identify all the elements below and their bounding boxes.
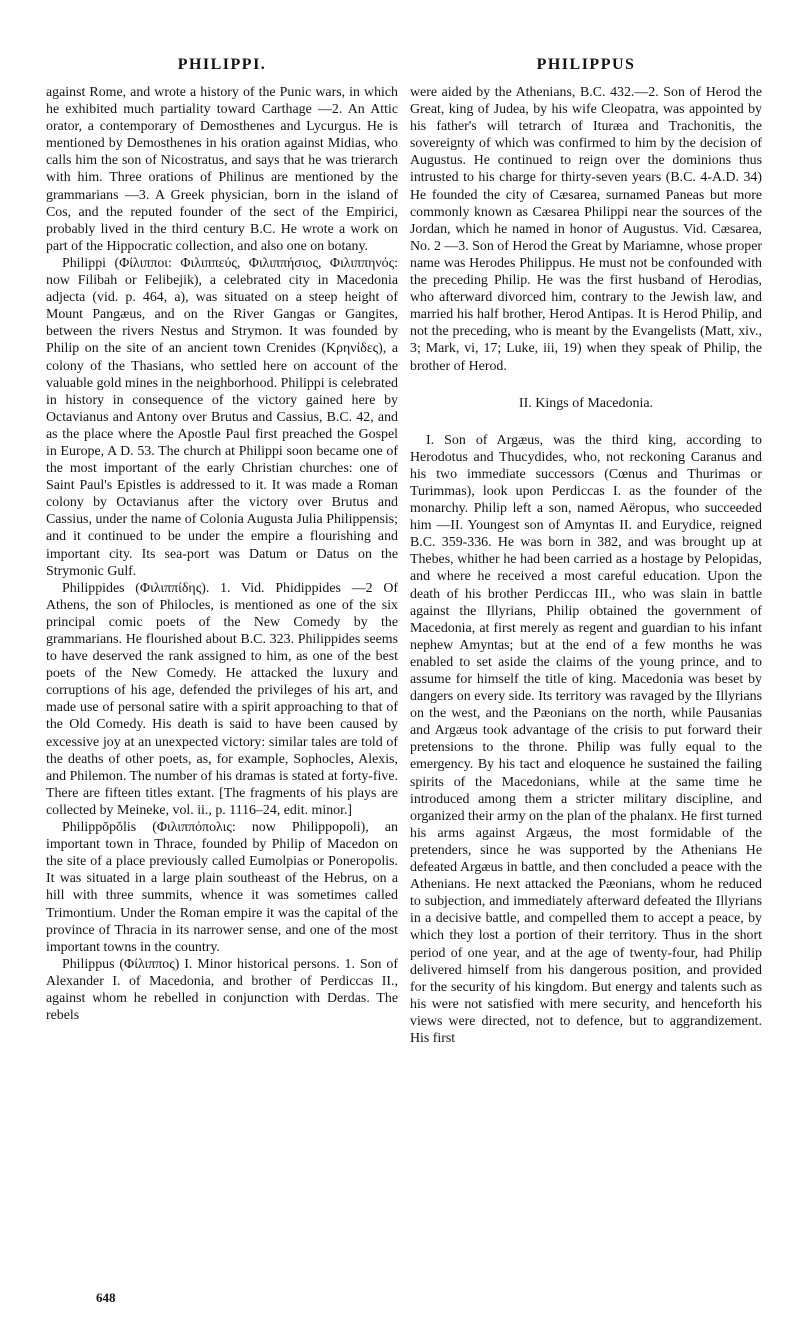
left-column	[46, 84, 398, 1289]
right-column	[410, 84, 762, 1289]
paragraph-philippus-continued: were aided by the Athenians, B.C. 432.—2. Son of Herod the Great, king of Judea, by his wife Cleopatra, was appointed by his father's will tetrarch of Ituræa and Trachonitis, the sovereignty of which was confirmed to him by the decision of Augustus. He continued to reign over the dominions thus intrusted to his charge for thirty-seven years (B.C. 4-A.D. 34) He founded the city of Cæsarea, surnamed Paneas but more commonly known as Cæsarea Philippi near the sources of the Jordan, which he named in honor of Augustus. Vid. Cæsarea, No. 2 —3. Son of Herod the Great by Mariamne, whose proper name was Herodes Philippus. He must not be confounded with the preceding Philip. He was the first husband of Herodias, who afterward divorced him, contrary to the Jewish law, and married his half brother, Herod Antipas. It is Herod Philip, and not the preceding, who is meant by the Evangelists (Matt, xiv., 3; Mark, vi, 17; Luke, iii, 19) when they speak of Philip, the brother of Herod.	[410, 85, 762, 374]
running-head-left: PHILIPPI.	[177, 56, 267, 73]
entry-philippopolis: Philippŏpŏlis (Φιλιππόπολις: now Philippopoli), an important town in Thrace, founded by Philip of Macedon on the site of a place previously called Eumolpias or Poneropolis. It was situated in a large plain southeast of the Hebrus, on a hill with three summits, whence it was sometimes called Trimontium. Under the Roman empire it was the capital of the province of Thracia in its narrower sense, and one of the most important towns in the country.	[46, 820, 398, 955]
section-heading: II. Kings of Macedonia.	[518, 395, 654, 411]
page-number: 648	[96, 1290, 116, 1305]
entry-philippi: Philippi (Φίλιπποι: Φιλιππεύς, Φιλιππήσιος, Φιλιππηνός: now Filibah or Felibejik), a celebrated city in Macedonia adjecta (vid. p. 464, a), was situated on a steep height of Mount Pangæus, and on the River Gangas or Gangites, between the rivers Nestus and Strymon. It was founded by Philip on the site of an ancient town Crenides (Κρηνίδες), a colony of the Thasians, who settled here on account of the valuable gold mines in the neighborhood. Philippi is celebrated in history in consequence of the victory gained here by Octavianus and Antony over Brutus and Cassius, B.C. 42, and as the place where the Apostle Paul first preached the Gospel in Europe, A D. 53. The church at Philippi soon became one of the most important of the early Christian churches: one of Saint Paul's Epistles is addressed to it. It was made a Roman colony by Octavianus after the victory over Brutus and Cassius, under the name of Colonia Augusta Julia Philippensis; and it continued to be under the empire a flourishing and important city. Its sea-port was Datum or Datus on the Strymonic Gulf.	[46, 255, 398, 579]
entry-philippides: Philippides (Φιλιππίδης). 1. Vid. Phidippides —2 Of Athens, the son of Philocles, is mentioned as one of the six principal comic poets of the New Comedy by the grammarians. He flourished about B.C. 323. Philippides seems to have deserved the rank assigned to him, as one of the best poets of the New Comedy. He attacked the luxury and corruptions of his age, defended the privileges of his art, and made use of personal satire with a spirit approaching to that of the Old Comedy. His death is said to have been caused by excessive joy at an unexpected victory: similar tales are told of the deaths of other poets, as, for example, Sophocles, Alexis, and Philemon. The number of his dramas is stated at forty-five. There are fifteen titles extant. [The fragments of his plays are collected by Meineke, vol. ii., p. 1116–24, edit. minor.]	[46, 580, 398, 818]
running-head-right: PHILIPPUS	[536, 56, 636, 73]
running-head	[46, 56, 762, 84]
paragraph-philinus: against Rome, and wrote a history of the Punic wars, in which he exhibited much partiality toward Carthage —2. An Attic orator, a contemporary of Demosthenes and Lycurgus. He is mentioned by Demosthenes in his oration against Midias, who calls him the son of Nicostratus, and says that he was trierarch with him. Three orations of Philinus are mentioned by the grammarians —3. A Greek physician, born in the island of Cos, and the reputed founder of the sect of the Empirici, probably lived in the third century B.C. He wrote a work on part of the Hippocratic collection, and also one on botany.	[46, 85, 398, 254]
text-columns	[46, 84, 762, 1289]
entry-philippus: Philippus (Φίλιππος) I. Minor historical persons. 1. Son of Alexander I. of Macedonia, and brother of Perdiccas II., against whom he rebelled in conjunction with Derdas. The rebels	[46, 956, 398, 1024]
paragraph-kings-of-macedonia: I. Son of Argæus, was the third king, according to Herodotus and Thucydides, who, not reckoning Caranus and his two immediate successors (Cœnus and Thurimas or Turimmas), look upon Perdiccas I. as the founder of the monarchy. Philip left a son, named Aëropus, who succeeded him —II. Youngest son of Amyntas II. and Eurydice, reigned B.C. 359-336. He was born in 382, and was brought up at Thebes, whither he had been carried as a hostage by Pelopidas, and where he received a most careful education. Upon the death of his brother Perdiccas III., who was slain in battle against the Illyrians, Philip obtained the government of Macedonia, at first merely as regent and guardian to his infant nephew Amyntas; but at the end of a few months he was enabled to set aside the claims of the young prince, and to assume for himself the title of king. Macedonia was beset by dangers on every side. Its territory was ravaged by the Illyrians on the west, and the Pæonians on the north, while Pausanias and Argæus took advantage of the crisis to put forward their pretensions to the throne. Philip was fully equal to the emergency. By his tact and eloquence he sustained the failing spirits of the Macedonians, while at the same time he introduced among them a stricter military discipline, and organized their army on the plan of the phalanx. He first turned his arms against Argæus, the most formidable of the pretenders, since he was supported by the Athenians He defeated Argæus in battle, and then concluded a peace with the Athenians. He next attacked the Pæonians, whom he reduced to subjection, and immediately afterward defeated the Illyrians in a decisive battle, and compelled them to accept a peace, by which they lost a portion of their territory. Thus in the short period of one year, and at the age of twenty-four, had Philip delivered himself from his dangerous position, and provided for the security of his kingdom. But energy and talents such as his were not satisfied with mere security, and henceforth his views were directed, not to defence, but to aggrandizement. His first	[410, 432, 762, 1046]
